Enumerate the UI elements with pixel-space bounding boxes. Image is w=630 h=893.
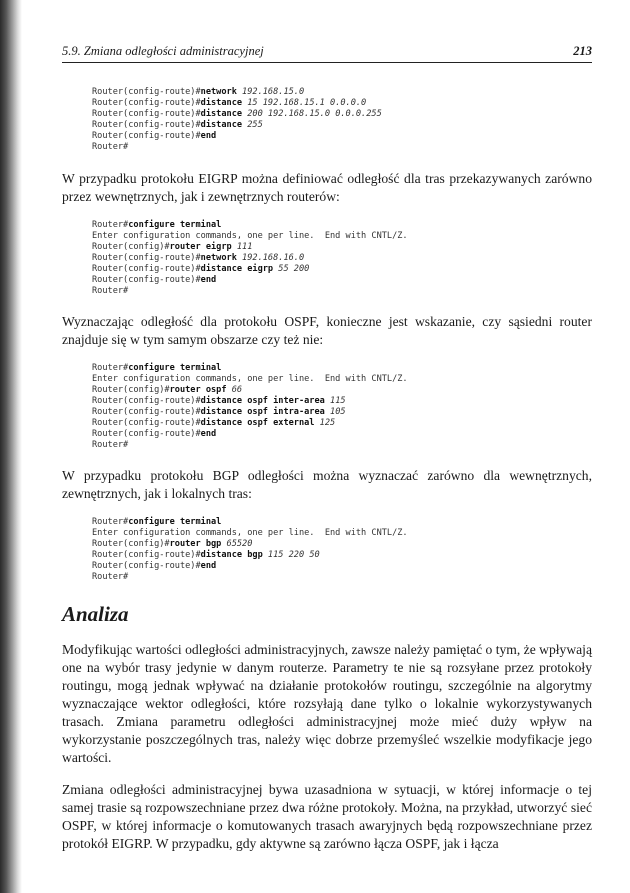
code-prompt: Router#	[92, 286, 129, 296]
code-line	[92, 550, 592, 561]
code-prompt: Router#	[92, 142, 129, 152]
code-command: router bgp	[169, 539, 222, 549]
code-line	[92, 374, 592, 385]
code-command: distance bgp	[200, 550, 263, 560]
code-line	[92, 517, 592, 528]
code-prompt: Router#	[92, 363, 129, 373]
code-prompt: Router(config-route)#	[92, 87, 201, 97]
code-arguments: 192.168.15.0	[236, 87, 305, 97]
code-prompt: Router(config)#	[92, 242, 170, 252]
paragraph-bgp: W przypadku protokołu BGP odległości można wyznaczać zarówno dla wewnętrznych, zewnętrznych, jak i lokalnych tras:	[62, 468, 592, 501]
code-command: configure terminal	[128, 363, 222, 373]
code-block-eigrp	[92, 220, 592, 297]
code-arguments: 255	[242, 120, 263, 130]
code-command: network	[200, 253, 237, 263]
code-line	[92, 253, 592, 264]
code-prompt: Router(config-route)#	[92, 396, 201, 406]
code-line	[92, 561, 592, 572]
book-binding-shadow	[0, 0, 22, 893]
code-prompt: Router(config-route)#	[92, 275, 201, 285]
code-line	[92, 396, 592, 407]
paragraph-ospf: Wyznaczając odległość dla protokołu OSPF, konieczne jest wskazanie, czy sąsiedni router znajduje się w tym samym obszarze czy też nie:	[62, 314, 592, 347]
code-prompt: Router(config-route)#	[92, 550, 201, 560]
code-prompt: Router(config-route)#	[92, 407, 201, 417]
code-arguments: 65520	[221, 539, 253, 549]
code-prompt: Router(config-route)#	[92, 131, 201, 141]
code-line	[92, 120, 592, 131]
code-command: network	[200, 87, 237, 97]
code-arguments: 55 200	[273, 264, 310, 274]
code-prompt: Router#	[92, 440, 129, 450]
code-command: distance ospf intra-area	[200, 407, 325, 417]
code-prompt: Router#	[92, 517, 129, 527]
code-command: distance	[200, 109, 243, 119]
paragraph-analiza-1: Modyfikując wartości odległości administracyjnych, zawsze należy pamiętać o tym, że wpływają one na wybór trasy jedynie w danym routerze. Parametry te nie są rozsyłane przez protokoły routingu, mogą jednak wpływać na działanie protokołów routingu, szczególnie na algorytmy wyznaczające wektor odległości, które rozsyłają dane tylko o lokalnie wykorzystywanych trasach. Zmiana parametru odległości administracyjnej może mieć duży wpływ na wykorzystanie poszczególnych tras, należy więc dobrze przemyśleć wszelkie modyfikacje jego wartości.	[62, 642, 592, 765]
code-command: distance ospf external	[200, 418, 315, 428]
code-line	[92, 220, 592, 231]
page-number: 213	[573, 44, 592, 58]
code-arguments: 111	[231, 242, 253, 252]
code-line	[92, 440, 592, 451]
code-line	[92, 142, 592, 153]
code-arguments: 200 192.168.15.0 0.0.0.255	[242, 109, 382, 119]
code-line	[92, 242, 592, 253]
running-header	[62, 40, 592, 63]
code-prompt: Router(config-route)#	[92, 418, 201, 428]
paragraph-eigrp: W przypadku protokołu EIGRP można definiować odległość dla tras przekazywanych zarówno przez wewnętrznych, jak i zewnętrznych routerów:	[62, 171, 592, 204]
code-line	[92, 98, 592, 109]
code-line	[92, 528, 592, 539]
code-prompt: Router(config-route)#	[92, 561, 201, 571]
section-heading: Analiza	[62, 602, 129, 626]
code-block-rip	[92, 87, 592, 153]
code-line	[92, 363, 592, 374]
code-command: router ospf	[169, 385, 227, 395]
code-line	[92, 539, 592, 550]
code-line	[92, 429, 592, 440]
code-line	[92, 264, 592, 275]
code-line	[92, 87, 592, 98]
code-arguments: 66	[226, 385, 243, 395]
chapter-title: 5.9. Zmiana odległości administracyjnej	[62, 44, 264, 58]
code-arguments: 115 220 50	[262, 550, 320, 560]
code-line	[92, 418, 592, 429]
code-prompt: Router(config)#	[92, 385, 170, 395]
book-page	[62, 40, 592, 853]
code-line	[92, 407, 592, 418]
code-prompt: Router#	[92, 572, 129, 582]
code-arguments: 192.168.16.0	[236, 253, 305, 263]
code-prompt: Router(config-route)#	[92, 264, 201, 274]
code-prompt: Router(config-route)#	[92, 98, 201, 108]
code-prompt: Enter configuration commands, one per line. End with CNTL/Z.	[92, 374, 408, 384]
code-arguments: 15 192.168.15.1 0.0.0.0	[242, 98, 367, 108]
code-command: end	[200, 131, 217, 141]
code-prompt: Router(config-route)#	[92, 253, 201, 263]
code-prompt: Router(config)#	[92, 539, 170, 549]
code-line	[92, 231, 592, 242]
code-line	[92, 275, 592, 286]
code-block-bgp	[92, 517, 592, 583]
code-prompt: Router#	[92, 220, 129, 230]
code-command: distance eigrp	[200, 264, 274, 274]
code-command: configure terminal	[128, 517, 222, 527]
code-line	[92, 109, 592, 120]
code-command: end	[200, 429, 217, 439]
paragraph-analiza-2: Zmiana odległości administracyjnej bywa uzasadniona w sytuacji, w której informacje o tej samej trasie są rozpowszechniane przez dwa różne protokoły. Można, na przykład, utworzyć sieć OSPF, w której informacje o komutowanych trasach awaryjnych będą rozpowszechniane przez protokół EIGRP. W przypadku, gdy aktywne są zarówno łącza OSPF, jak i łącza	[62, 782, 592, 851]
code-line	[92, 572, 592, 583]
code-command: configure terminal	[128, 220, 222, 230]
code-command: distance ospf inter-area	[200, 396, 325, 406]
code-prompt: Router(config-route)#	[92, 429, 201, 439]
code-prompt: Router(config-route)#	[92, 120, 201, 130]
code-command: router eigrp	[169, 242, 232, 252]
code-arguments: 115	[324, 396, 346, 406]
code-command: distance	[200, 120, 243, 130]
code-line	[92, 286, 592, 297]
code-command: end	[200, 275, 217, 285]
code-prompt: Enter configuration commands, one per line. End with CNTL/Z.	[92, 231, 408, 241]
code-arguments: 125	[314, 418, 336, 428]
code-line	[92, 385, 592, 396]
code-command: distance	[200, 98, 243, 108]
code-line	[92, 131, 592, 142]
code-command: end	[200, 561, 217, 571]
code-block-ospf	[92, 363, 592, 451]
code-prompt: Router(config-route)#	[92, 109, 201, 119]
code-prompt: Enter configuration commands, one per line. End with CNTL/Z.	[92, 528, 408, 538]
code-arguments: 105	[324, 407, 346, 417]
